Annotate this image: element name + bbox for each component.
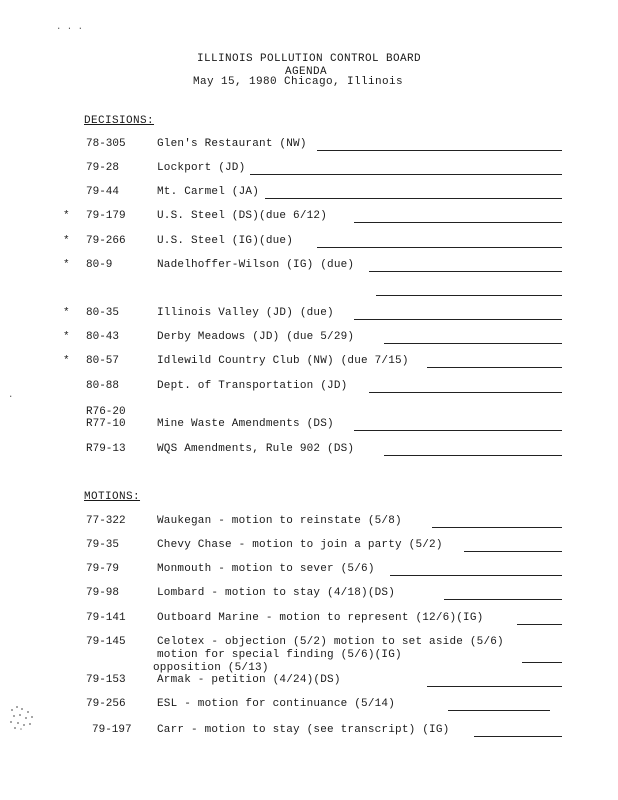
motion-description: Chevy Chase - motion to join a party (5/2) (157, 539, 443, 551)
case-title: Mine Waste Amendments (DS) (157, 418, 334, 430)
docket-number: 80-43 (86, 331, 120, 343)
docket-number: 79-44 (86, 186, 120, 198)
decision-row (0, 406, 618, 430)
motion-description-cont: motion for special finding (5/6)(IG) (157, 649, 402, 661)
motion-row (0, 636, 618, 674)
motion-description: Celotex - objection (5/2) motion to set aside (5/6) (157, 636, 504, 648)
blank-line (369, 392, 562, 393)
blank-line (354, 319, 562, 320)
decision-row (0, 138, 618, 152)
docket-number: 79-153 (86, 674, 126, 686)
blank-line (522, 662, 562, 663)
case-title: Glen's Restaurant (NW) (157, 138, 307, 150)
scan-speck: . . . (56, 22, 84, 32)
blank-line (427, 367, 562, 368)
docket-number: 79-141 (86, 612, 126, 624)
motion-description-cont: opposition (5/13) (153, 662, 269, 674)
blank-line (317, 150, 562, 151)
docket-number: R76-20 (86, 406, 126, 418)
motion-row (0, 515, 618, 529)
blank-line (427, 686, 562, 687)
case-title: Derby Meadows (JD) (due 5/29) (157, 331, 355, 343)
docket-number: 79-179 (86, 210, 126, 222)
decisions-heading: DECISIONS: (84, 115, 155, 127)
blank-line (474, 736, 562, 737)
decision-row (0, 162, 618, 176)
blank-line (384, 343, 562, 344)
motion-description: Carr - motion to stay (see transcript) (IG) (157, 724, 450, 736)
docket-number: 79-79 (86, 563, 120, 575)
priority-mark: * (63, 210, 70, 222)
continuation-line-row (0, 283, 618, 297)
motion-description: Monmouth - motion to sever (5/6) (157, 563, 375, 575)
board-title: ILLINOIS POLLUTION CONTROL BOARD (197, 53, 422, 65)
decision-row (0, 186, 618, 200)
motions-heading: MOTIONS: (84, 491, 141, 503)
motion-row (0, 612, 618, 626)
decision-row (0, 210, 618, 224)
motion-description: ESL - motion for continuance (5/14) (157, 698, 396, 710)
motion-row (0, 724, 618, 738)
motion-row (0, 698, 618, 712)
blank-line (354, 430, 562, 431)
motion-row (0, 539, 618, 553)
blank-line (384, 455, 562, 456)
blank-line (250, 174, 562, 175)
blank-line (464, 551, 562, 552)
decision-row (0, 235, 618, 249)
docket-number: 80-88 (86, 380, 120, 392)
docket-number: 80-9 (86, 259, 113, 271)
docket-number: 79-197 (92, 724, 132, 736)
docket-number: R79-13 (86, 443, 126, 455)
blank-line (517, 624, 562, 625)
case-title: U.S. Steel (DS)(due 6/12) (157, 210, 328, 222)
motion-description: Waukegan - motion to reinstate (5/8) (157, 515, 402, 527)
blank-line (448, 710, 550, 711)
blank-line (265, 198, 562, 199)
case-title: Lockport (JD) (157, 162, 246, 174)
decision-row (0, 380, 618, 394)
blank-line (354, 222, 562, 223)
priority-mark: * (63, 259, 70, 271)
docket-number: 79-28 (86, 162, 120, 174)
blank-line (432, 527, 562, 528)
priority-mark: * (63, 331, 70, 343)
decision-row (0, 259, 618, 273)
blank-line (376, 295, 562, 296)
docket-number: 80-57 (86, 355, 120, 367)
docket-number-secondary: R77-10 (86, 418, 126, 430)
docket-number: 79-145 (86, 636, 126, 648)
case-title: Nadelhoffer-Wilson (IG) (due) (157, 259, 355, 271)
docket-number: 77-322 (86, 515, 126, 527)
doc-type: AGENDA (285, 66, 328, 78)
case-title: WQS Amendments, Rule 902 (DS) (157, 443, 355, 455)
blank-line (317, 247, 562, 248)
motion-description: Lombard - motion to stay (4/18)(DS) (157, 587, 396, 599)
motion-description: Outboard Marine - motion to represent (12/6)(IG) (157, 612, 484, 624)
priority-mark: * (63, 235, 70, 247)
docket-number: 79-266 (86, 235, 126, 247)
blank-line (444, 599, 562, 600)
motion-row (0, 674, 618, 688)
motion-row (0, 563, 618, 577)
case-title: Dept. of Transportation (JD) (157, 380, 348, 392)
scan-speck: . (8, 390, 14, 400)
motion-description: Armak - petition (4/24)(DS) (157, 674, 341, 686)
decision-row (0, 307, 618, 321)
docket-number: 79-256 (86, 698, 126, 710)
case-title: Illinois Valley (JD) (due) (157, 307, 334, 319)
priority-mark: * (63, 355, 70, 367)
decision-row (0, 355, 618, 369)
blank-line (369, 271, 562, 272)
case-title: Mt. Carmel (JA) (157, 186, 260, 198)
docket-number: 78-305 (86, 138, 126, 150)
docket-number: 79-98 (86, 587, 120, 599)
meeting-date-location: May 15, 1980 Chicago, Illinois (193, 76, 404, 88)
blank-line (390, 575, 562, 576)
motion-row (0, 587, 618, 601)
case-title: Idlewild Country Club (NW) (due 7/15) (157, 355, 409, 367)
decision-row (0, 331, 618, 345)
docket-number: 80-35 (86, 307, 120, 319)
case-title: U.S. Steel (IG)(due) (157, 235, 294, 247)
docket-number: 79-35 (86, 539, 120, 551)
priority-mark: * (63, 307, 70, 319)
decision-row (0, 443, 618, 457)
